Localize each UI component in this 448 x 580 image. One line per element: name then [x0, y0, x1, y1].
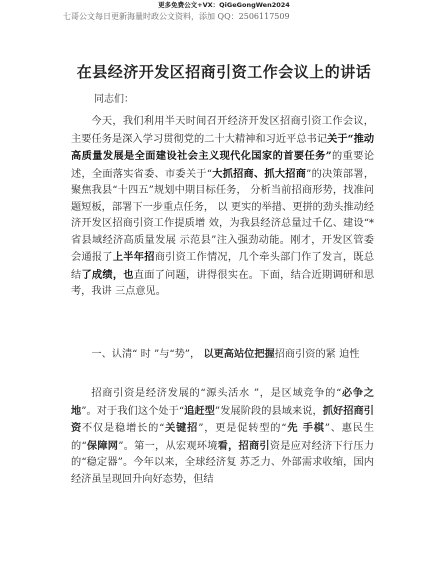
text-run: 直面了问题，讲得很实在。下面，结合近期调研和思考，我讲 三点意见。 — [71, 269, 375, 297]
text-run: 招商引资是经济发展的“源头活水 ”，是区域竞争的“ — [91, 388, 342, 399]
text-run: ”。对于我们这个处于“ — [81, 405, 185, 417]
bold-run: 先 手棋 — [286, 422, 325, 434]
bold-run: 保障网 — [86, 439, 119, 452]
promo-banner: 更多免费公文+VX：QiGeGongWen2024 — [158, 1, 290, 9]
text-run: ”，更是促转型的“ — [198, 423, 287, 434]
salutation: 同志们： — [94, 94, 134, 105]
text-run: ”、惠民生的“ — [71, 423, 375, 452]
text-run: 今天，我们利用半天时间召开经济开发区招商引资工作会议，主要任务是深入学习贯彻党的二十大精神和习近平总书记 — [71, 116, 374, 145]
bold-run: 关键招 — [164, 422, 199, 434]
bold-run: 看，招商引 — [217, 439, 270, 452]
text-run: ”。第一，从宏观环境 — [118, 440, 218, 452]
text-run: ”的决策部署，聚焦我县“十四五”规划中期目标任务， 分析当前招商形势，找准问题短板，部署下一步重点任务， 以 更实的举措、更拼的劲头推动经济开发区招商引资工作提质增 效，为我县经济总量过千亿、建设“*省县域经济高质量发展 示范县”注入强劲动能。刚才，开发区管委会通报了 — [71, 168, 375, 263]
header-note: 七哥公文每日更新海量时政公文资料，添加 QQ：2506117509 — [63, 12, 290, 21]
text-run: 商引资工作情况，几个牵头部门作了发言，既总结 — [71, 252, 375, 281]
text-run: 的重要论述，全面落实省委、市委关于“ — [71, 151, 375, 180]
text-run: 一、认清“ 时 ”与“势”， — [91, 349, 204, 360]
bold-run: 追赶型 — [184, 404, 215, 417]
text-run: ”发展阶段的县域来说， — [214, 405, 323, 417]
text-run: 招商引资的紧 迫性 — [274, 349, 360, 360]
bold-run: 以更高站位把握 — [203, 348, 275, 360]
paragraph-intro — [71, 114, 374, 301]
text-run: 不仅是稳增长的“ — [82, 423, 165, 434]
bold-run: 关于“推动高质量发展是全面建设社会主义现代化国家的首要任务” — [71, 132, 375, 162]
document-title: 在县经济开发区招商引资工作会议上的讲话 — [76, 63, 372, 81]
text-run: 资是应对经济下行压力的“稳定器”。今年以来，全球经济复 苏乏力、外部需求收缩，国内经济虽呈现回升向好态势，但结 — [71, 440, 375, 485]
bold-run: 抓好招商引资 — [71, 404, 374, 434]
bold-run: 上半年招 — [112, 251, 155, 263]
bold-run: 了成绩，也 — [81, 268, 134, 281]
section-heading-1 — [71, 346, 374, 363]
bold-run: 必争之地 — [71, 387, 374, 417]
bold-run: 大抓招商、抓大招商 — [211, 167, 307, 180]
paragraph-2 — [71, 385, 374, 488]
